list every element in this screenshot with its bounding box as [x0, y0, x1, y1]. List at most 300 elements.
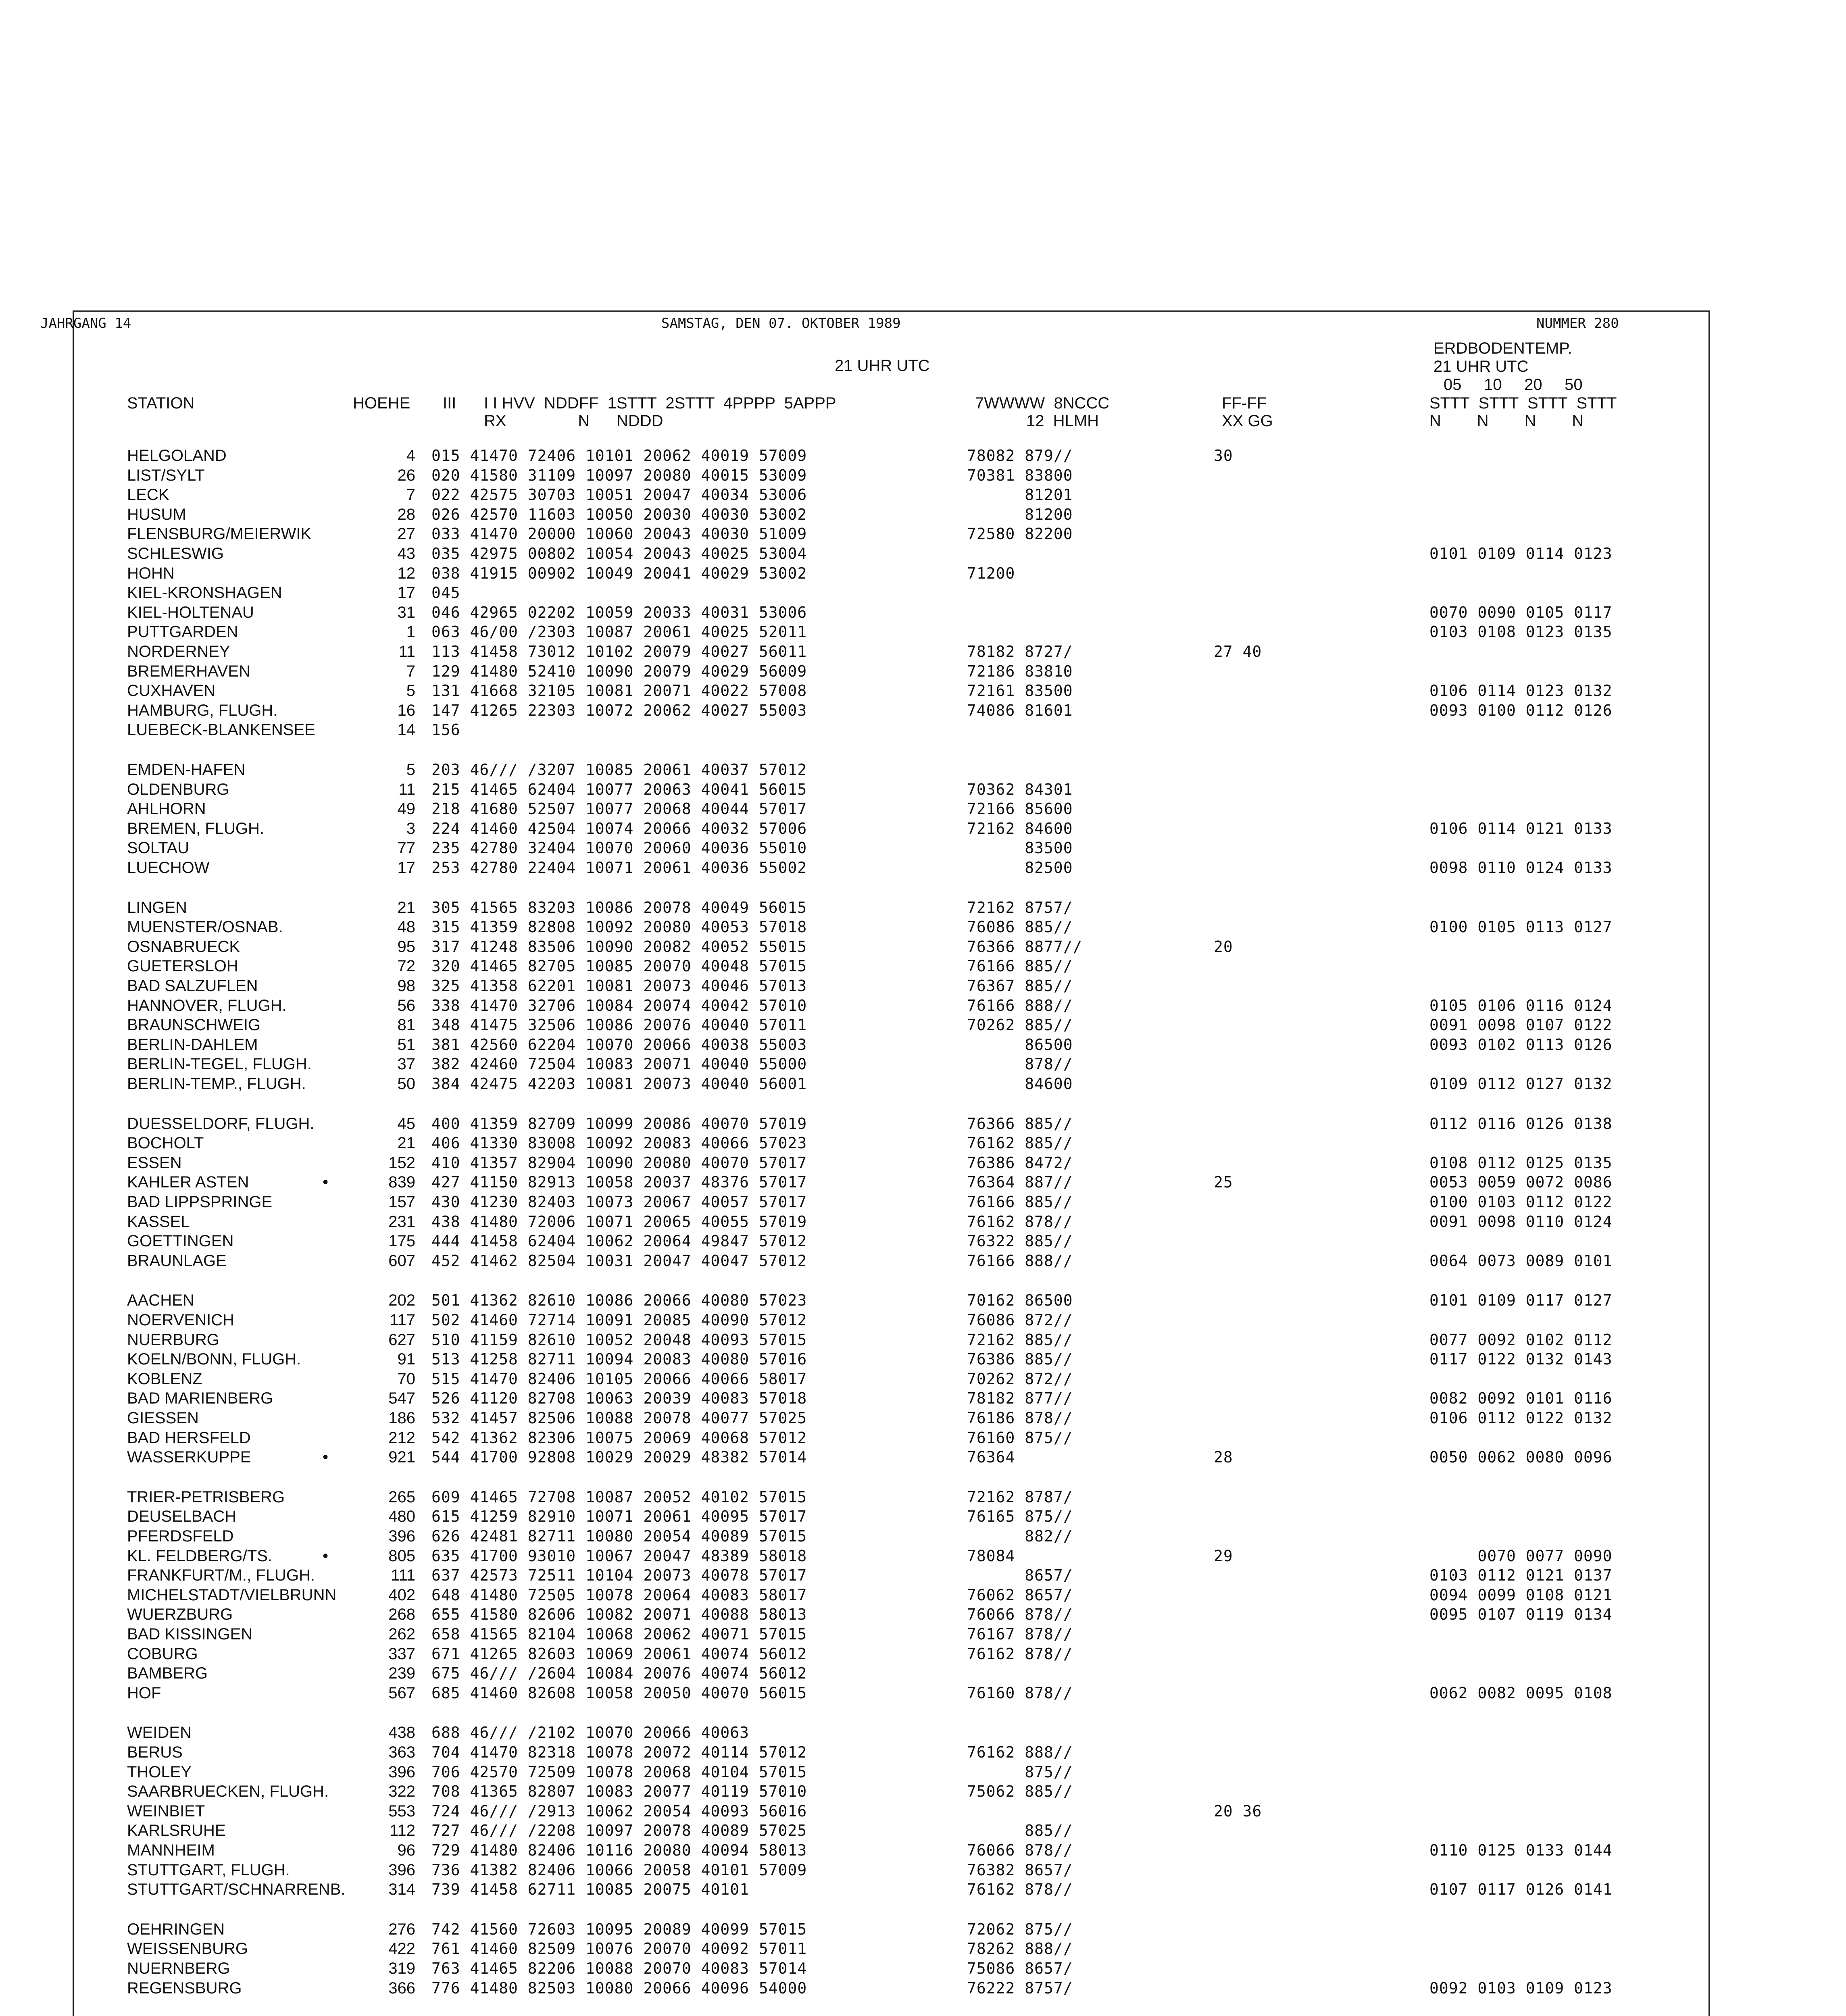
station-name: LIST/SYLT — [127, 466, 205, 484]
station-name: CUXHAVEN — [127, 682, 216, 700]
weather-cloud-groups: 76366 885// — [967, 1114, 1073, 1133]
soil-temperatures: 0050 0062 0080 0096 — [1429, 1448, 1613, 1466]
soil-temperatures: 0101 0109 0117 0127 — [1429, 1291, 1613, 1310]
station-name: BRAUNSCHWEIG — [127, 1016, 261, 1034]
synop-groups: 761 41460 82509 10076 20070 40092 57011 — [431, 1940, 807, 1958]
synop-groups: 513 41258 82711 10094 20083 40080 57016 — [431, 1350, 807, 1368]
station-height: 5 — [406, 761, 415, 779]
table-row — [0, 1055, 1846, 1074]
station-name: STUTTGART, FLUGH. — [127, 1861, 290, 1879]
weather-cloud-groups: 76364 — [967, 1448, 1015, 1466]
synop-groups: 253 42780 22404 10071 20061 40036 55002 — [431, 859, 807, 877]
weather-cloud-groups: 76066 878// — [967, 1841, 1073, 1859]
date-label: SAMSTAG, DEN 07. OKTOBER 1989 — [661, 315, 901, 331]
station-name: LECK — [127, 486, 169, 504]
weather-cloud-groups: 76162 878// — [967, 1212, 1073, 1231]
station-name: NORDERNEY — [127, 643, 230, 660]
soil-temperatures: 0100 0105 0113 0127 — [1429, 918, 1613, 936]
station-height: 70 — [397, 1370, 415, 1388]
station-name: FRANKFURT/M., FLUGH. — [127, 1566, 315, 1585]
station-name: STUTTGART/SCHNARRENB. — [127, 1881, 346, 1899]
weather-cloud-groups: 76166 885// — [967, 957, 1073, 975]
soil-temperatures: 0106 0114 0121 0133 — [1429, 819, 1613, 837]
table-row — [0, 506, 1846, 524]
col-hoehe: HOEHE — [353, 394, 410, 412]
station-height: 438 — [388, 1724, 415, 1742]
table-row — [0, 761, 1846, 779]
station-name: KOBLENZ — [127, 1370, 202, 1388]
col-ff: FF-FF — [1222, 394, 1267, 412]
soil-temperatures: 0106 0112 0122 0132 — [1429, 1409, 1613, 1427]
synop-groups: 763 41465 82206 10088 20070 40083 57014 — [431, 1960, 807, 1977]
table-row — [0, 1448, 1846, 1467]
table-row — [0, 1547, 1846, 1566]
weather-cloud-groups: 76366 8877// — [967, 937, 1083, 956]
soil-temperatures: 0062 0082 0095 0108 — [1429, 1684, 1613, 1702]
station-name: PFERDSFELD — [127, 1527, 234, 1545]
soil-temperatures: 0064 0073 0089 0101 — [1429, 1252, 1613, 1270]
table-row — [0, 899, 1846, 917]
station-name: WASSERKUPPE — [127, 1448, 251, 1466]
table-row — [0, 1979, 1846, 1998]
gust-value: 28 — [1214, 1448, 1233, 1466]
station-name: BOCHOLT — [127, 1134, 204, 1152]
weather-cloud-groups: 76186 878// — [967, 1409, 1073, 1427]
table-row — [0, 721, 1846, 739]
station-name: LUEBECK-BLANKENSEE — [127, 721, 315, 739]
synop-groups: 147 41265 22303 10072 20062 40027 55003 — [431, 701, 807, 719]
weather-cloud-groups: 75062 885// — [967, 1783, 1073, 1801]
soil-temperatures: 0070 0090 0105 0117 — [1429, 603, 1613, 621]
station-height: 157 — [388, 1193, 415, 1211]
station-name: HUSUM — [127, 505, 186, 523]
soil-temperatures: 0091 0098 0110 0124 — [1429, 1212, 1613, 1231]
station-name: BREMEN, FLUGH. — [127, 819, 265, 837]
table-row — [0, 1861, 1846, 1880]
station-height: 268 — [388, 1606, 415, 1624]
weather-cloud-groups: 76386 885// — [967, 1350, 1073, 1368]
synop-groups: 542 41362 82306 10075 20069 40068 57012 — [431, 1429, 807, 1447]
table-row — [0, 1409, 1846, 1428]
station-height: 4 — [406, 447, 415, 464]
synop-groups: 704 41470 82318 10078 20072 40114 57012 — [431, 1743, 807, 1761]
weather-cloud-groups: 76062 8657/ — [967, 1586, 1073, 1604]
station-height: 422 — [388, 1940, 415, 1958]
synop-groups: 427 41150 82913 10058 20037 48376 57017 — [431, 1173, 807, 1191]
station-name: HELGOLAND — [127, 447, 227, 464]
station-height: 11 — [398, 643, 415, 660]
station-height: 402 — [388, 1586, 415, 1604]
station-height: 5 — [406, 682, 415, 700]
col-soil-stt: STTT STTT STTT STTT — [1429, 394, 1617, 412]
gust-value: 30 — [1214, 447, 1233, 464]
table-row — [0, 1822, 1846, 1840]
station-name: HOHN — [127, 564, 175, 582]
synop-groups: 235 42780 32404 10070 20060 40036 55010 — [431, 839, 807, 857]
soil-temperatures: 0112 0116 0126 0138 — [1429, 1114, 1613, 1133]
synop-groups: 215 41465 62404 10077 20063 40041 56015 — [431, 780, 807, 798]
station-name: KARLSRUHE — [127, 1822, 226, 1840]
weather-cloud-groups: 74086 81601 — [967, 701, 1073, 719]
station-name: DEUSELBACH — [127, 1508, 237, 1526]
table-row — [0, 1075, 1846, 1093]
col-main-sub: RX N NDDD — [484, 412, 663, 430]
soil-temperatures: 0093 0100 0112 0126 — [1429, 701, 1613, 719]
gust-value: 20 — [1214, 937, 1233, 956]
table-row — [0, 918, 1846, 937]
station-height: 627 — [388, 1331, 415, 1349]
synop-groups: 046 42965 02202 10059 20033 40031 53006 — [431, 603, 807, 621]
synop-groups: 063 46/00 /2303 10087 20061 40025 52011 — [431, 623, 807, 641]
weather-cloud-groups: 885// — [967, 1822, 1073, 1840]
weather-cloud-groups: 882// — [967, 1527, 1073, 1545]
synop-groups: 544 41700 92808 10029 20029 48382 57014 — [431, 1448, 807, 1466]
col-groups-sub: 12 HLMH — [1026, 412, 1099, 430]
weather-cloud-groups: 70262 885// — [967, 1016, 1073, 1034]
synop-groups: 675 46/// /2604 10084 20076 40074 56012 — [431, 1664, 807, 1683]
station-name: MICHELSTADT/VIELBRUNN — [127, 1586, 337, 1604]
station-height: 96 — [397, 1841, 415, 1859]
weather-cloud-groups: 72166 85600 — [967, 800, 1073, 818]
station-height: 81 — [397, 1016, 415, 1034]
station-name: WEISSENBURG — [127, 1940, 248, 1958]
station-name: BAMBERG — [127, 1664, 208, 1683]
station-height: 12 — [397, 564, 415, 582]
table-row — [0, 1173, 1846, 1192]
station-height: 77 — [397, 839, 415, 857]
table-row — [0, 662, 1846, 681]
col-station: STATION — [127, 394, 195, 412]
station-name: REGENSBURG — [127, 1979, 242, 1997]
soil-temp-title: ERDBODENTEMP. — [1433, 339, 1572, 357]
col-ff-sub: XX GG — [1222, 412, 1273, 430]
col-groups-7-8: 7WWWW 8NCCC — [975, 394, 1110, 412]
station-name: HANNOVER, FLUGH. — [127, 996, 287, 1014]
synop-groups: 452 41462 82504 10031 20047 40047 57012 — [431, 1252, 807, 1270]
synop-groups: 045 — [431, 584, 460, 602]
soil-temperatures: 0110 0125 0133 0144 — [1429, 1841, 1613, 1859]
soil-temperatures: 0082 0092 0101 0116 — [1429, 1389, 1613, 1408]
station-height: 186 — [388, 1409, 415, 1427]
weather-cloud-groups: 76367 885// — [967, 977, 1073, 995]
station-name: BERLIN-TEMP., FLUGH. — [127, 1075, 306, 1093]
station-height: 26 — [397, 466, 415, 484]
table-row — [0, 1291, 1846, 1310]
station-height: 607 — [388, 1252, 415, 1270]
station-height: 322 — [388, 1783, 415, 1801]
weather-cloud-groups: 76160 878// — [967, 1684, 1073, 1702]
weather-cloud-groups: 76166 888// — [967, 1252, 1073, 1270]
table-row — [0, 467, 1846, 485]
station-height: 28 — [397, 505, 415, 523]
weather-cloud-groups: 76162 885// — [967, 1134, 1073, 1152]
synop-groups: 224 41460 42504 10074 20066 40032 57006 — [431, 819, 807, 837]
station-height: 175 — [388, 1232, 415, 1250]
synop-groups: 444 41458 62404 10062 20064 49847 57012 — [431, 1232, 807, 1250]
station-name: PUTTGARDEN — [127, 623, 238, 641]
station-name: OEHRINGEN — [127, 1920, 225, 1938]
station-name: LINGEN — [127, 898, 187, 916]
table-row — [0, 938, 1846, 956]
station-name: BERLIN-DAHLEM — [127, 1035, 258, 1054]
table-row — [0, 800, 1846, 818]
table-row — [0, 1115, 1846, 1133]
weather-cloud-groups: 72161 83500 — [967, 682, 1073, 700]
station-name: KIEL-HOLTENAU — [127, 603, 254, 621]
station-height: 553 — [388, 1802, 415, 1820]
col-soil-depths: 05 10 20 50 — [1444, 376, 1583, 394]
weather-cloud-groups: 72162 885// — [967, 1331, 1073, 1349]
station-name: BREMERHAVEN — [127, 662, 250, 680]
synop-groups: 615 41259 82910 10071 20061 40095 57017 — [431, 1508, 807, 1526]
synop-groups: 609 41465 72708 10087 20052 40102 57015 — [431, 1488, 807, 1506]
soil-temperatures: 0091 0098 0107 0122 — [1429, 1016, 1613, 1034]
station-height: 921 — [388, 1448, 415, 1466]
table-row — [0, 997, 1846, 1015]
weather-cloud-groups: 78182 8727/ — [967, 643, 1073, 660]
station-name: GIESSEN — [127, 1409, 199, 1427]
station-name: KAHLER ASTEN — [127, 1173, 249, 1191]
table-row — [0, 1134, 1846, 1153]
soil-temperatures: 0117 0122 0132 0143 — [1429, 1350, 1613, 1368]
weather-cloud-groups: 78182 877// — [967, 1389, 1073, 1408]
weather-cloud-groups: 72580 82200 — [967, 525, 1073, 543]
station-height: 14 — [397, 721, 415, 739]
synop-groups: 317 41248 83506 10090 20082 40052 55015 — [431, 937, 807, 956]
station-height: 480 — [388, 1508, 415, 1526]
station-height: 21 — [397, 1134, 415, 1152]
station-name: LUECHOW — [127, 859, 210, 877]
station-name: GOETTINGEN — [127, 1232, 234, 1250]
weather-cloud-groups: 81201 — [967, 486, 1073, 504]
station-height: 43 — [397, 545, 415, 562]
col-main-groups: I I HVV NDDFF 1STTT 2STTT 4PPPP 5APPP — [484, 394, 836, 412]
station-height: 95 — [397, 937, 415, 956]
station-name: AACHEN — [127, 1291, 194, 1310]
table-row — [0, 859, 1846, 877]
table-row — [0, 1625, 1846, 1644]
station-height: 98 — [397, 977, 415, 995]
table-row — [0, 1586, 1846, 1605]
station-height: 21 — [397, 898, 415, 916]
soil-temperatures: 0092 0103 0109 0123 — [1429, 1979, 1613, 1997]
station-name: DUESSELDORF, FLUGH. — [127, 1114, 315, 1133]
gust-value: 20 36 — [1214, 1802, 1262, 1820]
soil-temperatures: 0098 0110 0124 0133 — [1429, 859, 1613, 877]
volume-label: JAHRGANG 14 — [40, 315, 131, 331]
station-height: 48 — [397, 918, 415, 936]
station-height: 112 — [390, 1822, 415, 1840]
synop-groups: 510 41159 82610 10052 20048 40093 57015 — [431, 1331, 807, 1349]
synop-groups: 022 42575 30703 10051 20047 40034 53006 — [431, 486, 807, 504]
table-row — [0, 564, 1846, 583]
table-row — [0, 1488, 1846, 1507]
soil-temperatures: 0105 0106 0116 0124 — [1429, 996, 1613, 1014]
table-row — [0, 977, 1846, 996]
station-height: 3 — [406, 819, 415, 837]
table-row — [0, 1606, 1846, 1624]
station-height: 396 — [388, 1861, 415, 1879]
weather-cloud-groups: 82500 — [967, 859, 1073, 877]
synop-groups: 410 41357 82904 10090 20080 40070 57017 — [431, 1154, 807, 1172]
table-row — [0, 1960, 1846, 1978]
station-name: WUERZBURG — [127, 1606, 233, 1624]
weather-cloud-groups: 86500 — [967, 1035, 1073, 1054]
synop-groups: 315 41359 82808 10092 20080 40053 57018 — [431, 918, 807, 936]
table-row — [0, 1232, 1846, 1251]
weather-cloud-groups: 70381 83800 — [967, 466, 1073, 484]
weather-cloud-groups: 76162 878// — [967, 1881, 1073, 1899]
table-row — [0, 1841, 1846, 1860]
station-height: 839 — [388, 1173, 415, 1191]
synop-groups: 724 46/// /2913 10062 20054 40093 56016 — [431, 1802, 807, 1820]
weather-cloud-groups: 76086 872// — [967, 1311, 1073, 1329]
station-name: GUETERSLOH — [127, 957, 238, 975]
station-name: SAARBRUECKEN, FLUGH. — [127, 1783, 329, 1801]
station-height: 337 — [388, 1645, 415, 1663]
station-height: 314 — [388, 1881, 415, 1899]
table-row — [0, 820, 1846, 838]
station-height: 396 — [388, 1763, 415, 1781]
station-name: HAMBURG, FLUGH. — [127, 701, 278, 719]
synop-groups: 706 42570 72509 10078 20068 40104 57015 — [431, 1763, 807, 1781]
station-height: 239 — [388, 1664, 415, 1683]
station-height: 805 — [388, 1547, 415, 1565]
soil-temperatures: 0053 0059 0072 0086 — [1429, 1173, 1613, 1191]
table-row — [0, 1763, 1846, 1782]
station-height: 212 — [388, 1429, 415, 1447]
synop-groups: 218 41680 52507 10077 20068 40044 57017 — [431, 800, 807, 818]
station-height: 547 — [388, 1389, 415, 1408]
station-height: 37 — [397, 1055, 415, 1073]
weather-cloud-groups: 72062 875// — [967, 1920, 1073, 1938]
station-name: BAD KISSINGEN — [127, 1625, 253, 1643]
station-name: BERLIN-TEGEL, FLUGH. — [127, 1055, 312, 1073]
issue-number: NUMMER 280 — [1536, 315, 1619, 331]
table-row — [0, 781, 1846, 799]
mountain-station-mark: • — [323, 1173, 329, 1191]
soil-temperatures: 0108 0112 0125 0135 — [1429, 1154, 1613, 1172]
station-name: BAD SALZUFLEN — [127, 977, 258, 995]
station-name: NUERNBERG — [127, 1960, 230, 1977]
soil-temperatures: 0094 0099 0108 0121 — [1429, 1586, 1613, 1604]
weather-cloud-groups: 76386 8472/ — [967, 1154, 1073, 1172]
station-height: 45 — [397, 1114, 415, 1133]
weather-cloud-groups: 83500 — [967, 839, 1073, 857]
station-name: MANNHEIM — [127, 1841, 215, 1859]
weather-cloud-groups: 76166 888// — [967, 996, 1073, 1014]
table-row — [0, 1920, 1846, 1939]
station-height: 265 — [388, 1488, 415, 1506]
station-height: 276 — [388, 1920, 415, 1938]
synop-groups: 502 41460 72714 10091 20085 40090 57012 — [431, 1311, 807, 1329]
weather-cloud-groups: 71200 — [967, 564, 1015, 582]
table-row — [0, 839, 1846, 858]
synop-groups: 038 41915 00902 10049 20041 40029 53002 — [431, 564, 807, 582]
weather-cloud-groups: 72162 8757/ — [967, 898, 1073, 916]
weather-cloud-groups: 84600 — [967, 1075, 1073, 1093]
weather-cloud-groups: 76162 878// — [967, 1645, 1073, 1663]
station-name: FLENSBURG/MEIERWIK — [127, 525, 312, 543]
weather-cloud-groups: 70362 84301 — [967, 780, 1073, 798]
synop-groups: 325 41358 62201 10081 20073 40046 57013 — [431, 977, 807, 995]
weather-cloud-groups: 76364 887// — [967, 1173, 1073, 1191]
synop-groups: 739 41458 62711 10085 20075 40101 — [431, 1881, 749, 1899]
weather-cloud-groups: 76086 885// — [967, 918, 1073, 936]
synop-groups: 648 41480 72505 10078 20064 40083 58017 — [431, 1586, 807, 1604]
table-row — [0, 1331, 1846, 1350]
synop-groups: 515 41470 82406 10105 20066 40066 58017 — [431, 1370, 807, 1388]
synop-groups: 020 41580 31109 10097 20080 40015 53009 — [431, 466, 807, 484]
synop-groups: 655 41580 82606 10082 20071 40088 58013 — [431, 1606, 807, 1624]
weather-cloud-groups: 76222 8757/ — [967, 1979, 1073, 1997]
synop-groups: 688 46/// /2102 10070 20066 40063 — [431, 1724, 749, 1742]
synop-groups: 501 41362 82610 10086 20066 40080 57023 — [431, 1291, 807, 1310]
station-height: 117 — [390, 1311, 415, 1329]
synop-groups: 742 41560 72603 10095 20089 40099 57015 — [431, 1920, 807, 1938]
station-height: 202 — [388, 1291, 415, 1310]
table-row — [0, 1743, 1846, 1762]
synop-groups: 727 46/// /2208 10097 20078 40089 57025 — [431, 1822, 807, 1840]
table-row — [0, 702, 1846, 720]
col-iii: III — [443, 394, 456, 412]
table-row — [0, 525, 1846, 544]
synop-groups: 113 41458 73012 10102 20079 40027 56011 — [431, 643, 807, 660]
table-row — [0, 1881, 1846, 1899]
station-height: 72 — [397, 957, 415, 975]
station-name: NUERBURG — [127, 1331, 219, 1349]
table-row — [0, 1370, 1846, 1389]
station-name: SOLTAU — [127, 839, 190, 857]
soil-temperatures: 0106 0114 0123 0132 — [1429, 682, 1613, 700]
weather-cloud-groups: 76160 875// — [967, 1429, 1073, 1447]
table-row — [0, 1016, 1846, 1035]
station-name: BERUS — [127, 1743, 183, 1761]
table-row — [0, 604, 1846, 622]
station-height: 152 — [388, 1154, 415, 1172]
soil-temperatures: 0093 0102 0113 0126 — [1429, 1035, 1613, 1054]
station-name: HOF — [127, 1684, 161, 1702]
synop-groups: 635 41700 93010 10067 20047 48389 58018 — [431, 1547, 807, 1565]
table-row — [0, 584, 1846, 602]
table-row — [0, 545, 1846, 563]
mountain-station-mark: • — [323, 1448, 329, 1466]
weather-cloud-groups: 70262 872// — [967, 1370, 1073, 1388]
station-height: 11 — [398, 780, 415, 798]
gust-value: 29 — [1214, 1547, 1233, 1565]
station-height: 396 — [388, 1527, 415, 1545]
station-name: BAD LIPPSPRINGE — [127, 1193, 273, 1211]
weather-cloud-groups: 81200 — [967, 505, 1073, 523]
weather-cloud-groups: 878// — [967, 1055, 1073, 1073]
table-row — [0, 1252, 1846, 1270]
station-height: 50 — [397, 1075, 415, 1093]
synop-groups: 381 42560 62204 10070 20066 40038 55003 — [431, 1035, 807, 1054]
synop-groups: 406 41330 83008 10092 20083 40066 57023 — [431, 1134, 807, 1152]
station-height: 363 — [388, 1743, 415, 1761]
station-name: KOELN/BONN, FLUGH. — [127, 1350, 301, 1368]
station-height: 111 — [391, 1566, 415, 1585]
gust-value: 25 — [1214, 1173, 1233, 1191]
synop-groups: 658 41565 82104 10068 20062 40071 57015 — [431, 1625, 807, 1643]
station-name: KIEL-KRONSHAGEN — [127, 584, 282, 602]
synop-groups: 532 41457 82506 10088 20078 40077 57025 — [431, 1409, 807, 1427]
table-row — [0, 643, 1846, 661]
station-height: 17 — [397, 584, 415, 602]
synop-groups: 156 — [431, 721, 460, 739]
soil-temperatures: 0107 0117 0126 0141 — [1429, 1881, 1613, 1899]
station-name: ESSEN — [127, 1154, 182, 1172]
